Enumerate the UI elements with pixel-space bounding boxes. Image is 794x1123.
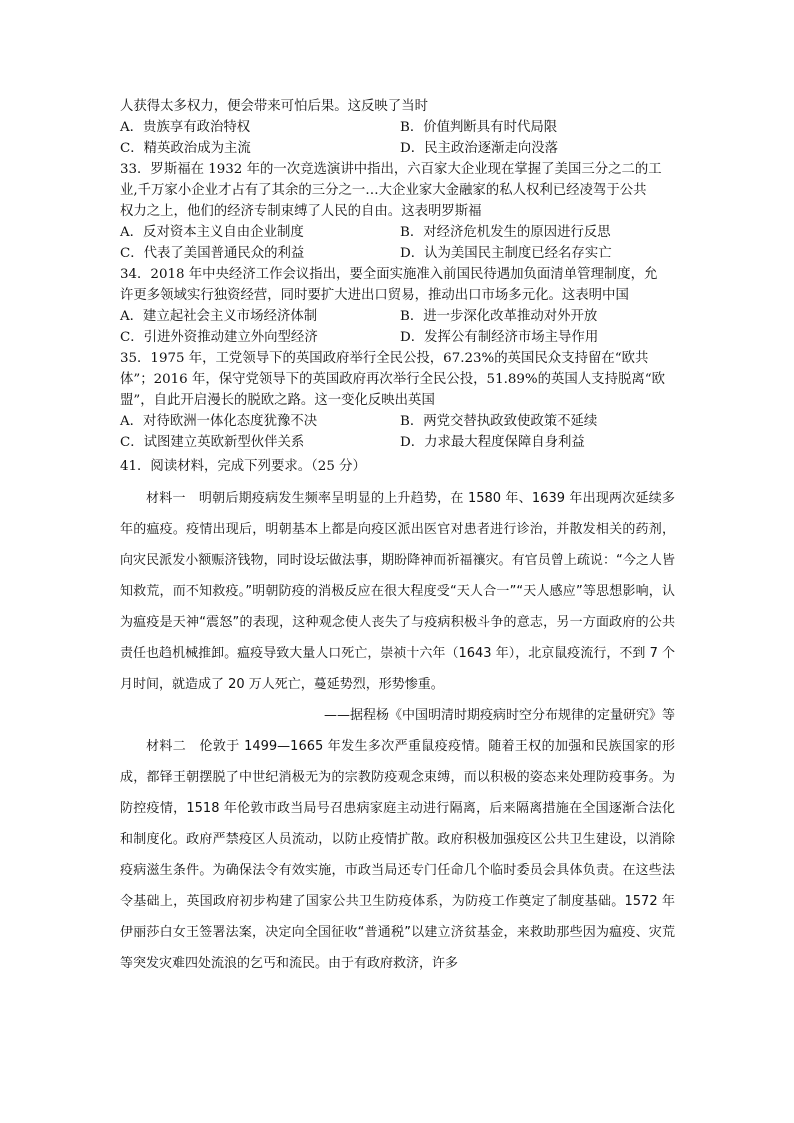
q32-option-a: A．贵族享有政治特权 xyxy=(120,120,251,135)
q35-option-d: D．力求最大程度保障自身利益 xyxy=(400,435,585,450)
material-one-paragraph: 材料一 明朝后期疫病发生频率呈明显的上升趋势，在 1580 年、1639 年出现两次延续多年的瘟疫。疫情出现后，明朝基本上都是向疫区派出医官对患者进行诊治，并散发相关的药剂，向灾民派发小额赈济钱物，同时设坛做法事，期盼降神而祈福禳灾。有官员曾上疏说：“今之人皆知救荒，而不知救疫。”明朝防疫的消极反应在很大程度受“天人合一”“天人感应”等思想影响，认为瘟疫是天神“震怒”的表现，这种观念使人丧失了与疫病积极斗争的意志，另一方面政府的公共责任也趋机械推卸。瘟疫导致大量人口死亡，崇祯十六年（1643 年），北京鼠疫流行，不到 7 个月时间，就造成了 20 万人死亡，蔓延势烈，形势惨重。 xyxy=(120,491,675,692)
q34-stem-line: 许更多领域实行独资经营，同时要扩大进出口贸易，推动出口市场多元化。这表明中国 xyxy=(120,288,629,303)
q33-option-b: B．对经济危机发生的原因进行反思 xyxy=(400,225,611,240)
q33-options-row-2 xyxy=(120,243,675,264)
q35-option-b: B．两党交替执政致使政策不延续 xyxy=(400,414,598,429)
q35-option-a: A．对待欧洲一体化态度犹豫不决 xyxy=(120,414,318,429)
q33-stem-line: 业,千万家小企业才占有了其余的三分之一…大企业家大金融家的私人权利已经凌驾于公共 xyxy=(120,183,647,198)
q34-options-row-1 xyxy=(120,306,675,327)
q34-option-a: A．建立起社会主义市场经济体制 xyxy=(120,309,318,324)
q32-stem-tail: 人获得太多权力，便会带来可怕后果。这反映了当时 xyxy=(120,99,428,114)
material-two-paragraph: 材料二 伦敦于 1499—1665 年发生多次严重鼠疫疫情。随着王权的加强和民族国家的形成，都铎王朝摆脱了中世纪消极无为的宗教防疫观念束缚，而以积极的姿态来处理防疫事务。为防控疫情，1518 年伦敦市政当局号召患病家庭主动进行隔离，后来隔离措施在全国逐渐合法化和制度化。政府严禁疫区人员流动，以防止疫情扩散。政府积极加强疫区公共卫生建设，以消除疫病滋生条件。为确保法令有效实施，市政当局还专门任命几个临时委员会具体负责。在这些法令基础上，英国政府初步构建了国家公共卫生防疫体系，为防疫工作奠定了制度基础。1572 年伊丽莎白女王签署法案，决定向全国征收“普通税”以建立济贫基金，来救助那些因为瘟疫、灾荒等突发灾难四处流浪的乞丐和流民。由于有政府救济，许多 xyxy=(120,739,675,971)
q35-options-row-1 xyxy=(120,411,675,432)
q35-option-c: C．试图建立英欧新型伙伴关系 xyxy=(120,435,305,450)
q34-option-b: B．进一步深化改革推动对外开放 xyxy=(400,309,598,324)
q33-stem-line: 33．罗斯福在 1932 年的一次竞选演讲中指出，六百家大企业现在掌握了美国三分之二的工 xyxy=(120,162,662,177)
q34-options-row-2 xyxy=(120,327,675,348)
q33-option-d: D．认为美国民主制度已经名存实亡 xyxy=(400,246,612,261)
material-section xyxy=(120,483,675,979)
q35-stem-line: 35．1975 年，工党领导下的英国政府举行全民公投，67.23%的英国民众支持留在“欧共 xyxy=(120,351,649,366)
q34-stem-line: 34．2018 年中央经济工作会议指出，要全面实施准入前国民待遇加负面清单管理制度，允 xyxy=(120,267,658,282)
q32-option-d: D．民主政治逐渐走向没落 xyxy=(400,141,559,156)
q35-stem-line: 体”；2016 年，保守党领导下的英国政府再次举行全民公投，51.89%的英国人支持脱离“欧 xyxy=(120,372,665,387)
q34-option-c: C．引进外资推动建立外向型经济 xyxy=(120,330,318,345)
q32-option-c: C．精英政治成为主流 xyxy=(120,141,251,156)
exam-page xyxy=(120,96,675,979)
q33-stem-line: 权力之上，他们的经济专制束缚了人民的自由。这表明罗斯福 xyxy=(120,204,482,219)
q33-option-c: C．代表了美国普通民众的利益 xyxy=(120,246,305,261)
q41-stem: 41．阅读材料，完成下列要求。（25 分） xyxy=(120,459,366,474)
q32-option-b: B．价值判断具有时代局限 xyxy=(400,120,558,135)
q35-options-row-2 xyxy=(120,432,675,453)
q32-options-row-2 xyxy=(120,138,675,159)
q35-stem-line: 盟”，自此开启漫长的脱欧之路。这一变化反映出英国 xyxy=(120,393,435,408)
q32-options-row-1 xyxy=(120,117,675,138)
q33-options-row-1 xyxy=(120,222,675,243)
q33-option-a: A．反对资本主义自由企业制度 xyxy=(120,225,304,240)
q34-option-d: D．发挥公有制经济市场主导作用 xyxy=(400,330,599,345)
material-one-source: ——据程杨《中国明清时期疫病时空分布规律的定量研究》等 xyxy=(323,708,675,723)
